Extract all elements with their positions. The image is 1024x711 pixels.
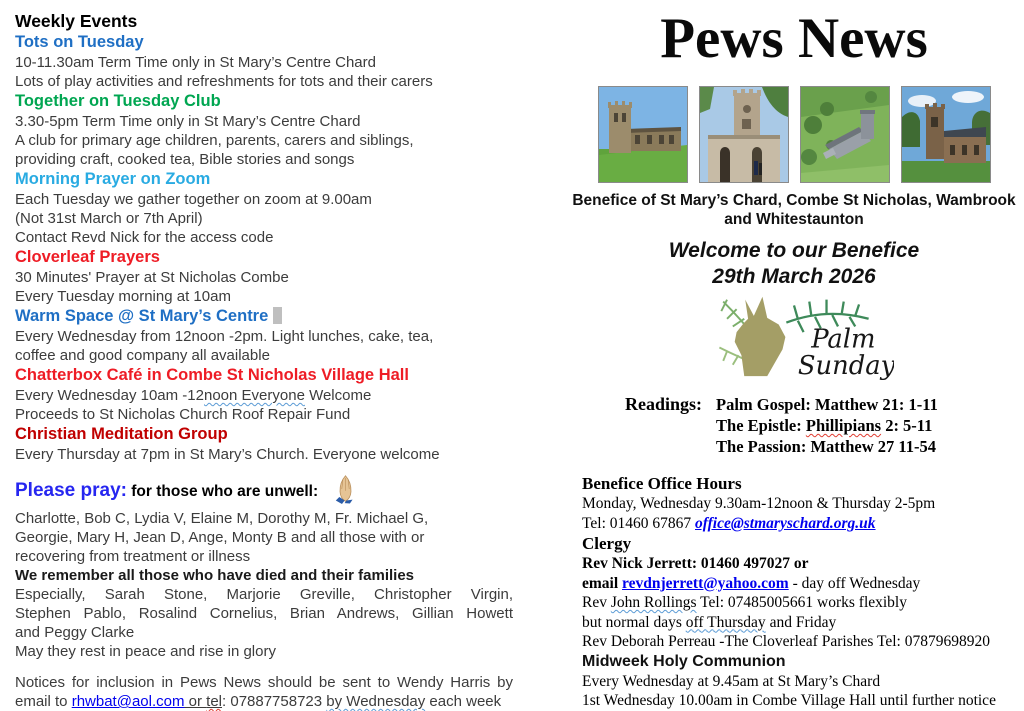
unwell-label: for those who are unwell: (126, 483, 319, 500)
palm-sunday-graphic (568, 292, 1020, 385)
event-line: Every Wednesday 10am -12noon Everyone Welcome (15, 387, 372, 404)
whitestaunton-photo (901, 86, 991, 183)
event-heading: Cloverleaf Prayers (15, 248, 160, 266)
prayer-heading-line (15, 474, 513, 509)
prayer-names-line: Charlotte, Bob C, Lydia V, Elaine M, Dorothy M, Fr. Michael G, (15, 510, 429, 527)
event-heading: Morning Prayer on Zoom (15, 170, 211, 188)
remember-names-line: Especially, Sarah Stone, Marjorie Greville, Christopher Virgin, (15, 586, 513, 603)
office-tel-line: Tel: 01460 67867 office@stmaryschard.org.uk (582, 514, 876, 532)
event-line: 10-11.30am Term Time only in St Mary’s Centre Chard (15, 54, 376, 71)
readings-block (568, 393, 1020, 457)
reading-line: Palm Gospel: Matthew 21: 1-11 (716, 395, 938, 414)
benefice-office-block (568, 473, 1020, 711)
please-pray-label: Please pray: (15, 480, 127, 501)
event-section-tots (15, 32, 513, 91)
prayer-names-line: Georgie, Mary H, Jean D, Ange, Monty B and all those with or (15, 529, 425, 546)
event-line: 30 Minutes' Prayer at St Nicholas Combe (15, 269, 289, 286)
readings-list (702, 393, 938, 457)
office-email-link[interactable]: office@stmaryschard.org.uk (695, 514, 876, 532)
rev-rollings-line: Rev John Rollings Tel: 07485005661 works flexibly (582, 594, 907, 611)
reading-line: The Epistle: Phillipians 2: 5-11 (716, 416, 933, 435)
event-line: Every Thursday at 7pm in St Mary’s Church. Everyone welcome (15, 446, 440, 463)
midweek-communion-heading: Midweek Holy Communion (582, 652, 786, 670)
church-photo-strip (568, 86, 1020, 183)
event-section-morning-prayer (15, 169, 513, 247)
event-heading: Tots on Tuesday (15, 33, 144, 51)
reading-line: The Passion: Matthew 27 11-54 (716, 437, 937, 456)
event-heading: Together on Tuesday Club (15, 92, 221, 110)
prayer-section (15, 474, 513, 661)
event-line: coffee and good company all available (15, 347, 270, 364)
remember-names-line: and Peggy Clarke (15, 624, 135, 641)
wambrook-aerial-photo (800, 86, 890, 183)
masthead-title: Pews News (660, 7, 928, 70)
benefice-caption (568, 191, 1020, 229)
notices-section (15, 673, 513, 711)
spellcheck-squiggle: tel (206, 693, 223, 710)
event-section-chatterbox (15, 365, 513, 424)
event-heading: Chatterbox Café in Combe St Nicholas Village Hall (15, 366, 409, 384)
event-section-together (15, 91, 513, 169)
cursor-block (273, 307, 282, 324)
combe-st-nicholas-photo (699, 86, 789, 183)
readings-label: Readings: (625, 394, 703, 414)
welcome-line: Welcome to our Benefice (668, 239, 920, 262)
event-line: (Not 31st March or 7th April) (15, 210, 203, 227)
prayer-names-line: recovering from treatment or illness (15, 548, 251, 565)
event-line: Contact Revd Nick for the access code (15, 229, 274, 246)
rollings-days-line: but normal days off Thursday and Friday (582, 613, 837, 631)
welcome-block (568, 238, 1020, 290)
palm-word: Palm (811, 324, 876, 355)
event-line: Lots of play activities and refreshments for tots and their carers (15, 73, 433, 90)
welcome-date: 29th March 2026 (712, 265, 876, 288)
event-section-meditation (15, 424, 513, 464)
pews-news-column (568, 0, 1020, 711)
midweek-line: Every Wednesday at 9.45am at St Mary’s Chard (582, 672, 881, 690)
event-heading: Warm Space @ St Mary’s Centre (15, 306, 513, 327)
rev-nick-line: Rev Nick Jerrett: 01460 497027 or (582, 555, 809, 572)
weekly-events-title: Weekly Events (15, 11, 138, 31)
grammar-squiggle: John Rollings (610, 594, 697, 611)
praying-hands-icon (332, 474, 359, 509)
prayer-closing-line: May they rest in peace and rise in glory (15, 643, 276, 660)
event-heading: Christian Meditation Group (15, 425, 228, 443)
event-line: Every Wednesday from 12noon -2pm. Light lunches, cake, tea, (15, 328, 434, 345)
remember-names-line: Stephen Pablo, Rosalind Cornelius, Brian Andrews, Gillian Howett (15, 605, 513, 622)
spellcheck-squiggle: Phillipians (805, 416, 882, 435)
rev-nick-email-line: email revdnjerrett@yahoo.com - day off Wednesday (582, 574, 921, 592)
grammar-squiggle: noon Everyone (204, 387, 305, 404)
sunday-word: Sunday (797, 351, 894, 380)
event-line: providing craft, cooked tea, Bible stories and songs (15, 151, 355, 168)
clergy-heading: Clergy (582, 534, 632, 553)
event-line: Proceeds to St Nicholas Church Roof Repair Fund (15, 406, 351, 423)
midweek-line: 1st Wednesday 10.00am in Combe Village Hall until further notice (582, 692, 996, 709)
grammar-squiggle: by Wednesday (326, 693, 426, 710)
caption-line1: Benefice of St Mary’s Chard, Combe St Nicholas, Wambrook (572, 192, 1016, 209)
event-line: Each Tuesday we gather together on zoom at 9.00am (15, 191, 372, 208)
weekly-events-column (15, 10, 513, 711)
office-hours-line: Monday, Wednesday 9.30am-12noon & Thursday 2-5pm (582, 495, 936, 512)
notices-line2: email to rhwbat@aol.com or tel: 07887758723 by Wednesday each week (15, 693, 502, 710)
event-line: A club for primary age children, parents, carers and siblings, (15, 132, 414, 149)
event-section-cloverleaf (15, 247, 513, 306)
st-marys-chard-photo (598, 86, 688, 183)
office-hours-heading: Benefice Office Hours (582, 474, 742, 493)
remember-heading: We remember all those who have died and their families (15, 567, 415, 584)
event-section-warm-space (15, 306, 513, 365)
grammar-squiggle: off Thursday (685, 613, 766, 631)
rev-deborah-line: Rev Deborah Perreau -The Cloverleaf Parishes Tel: 07879698920 (582, 633, 990, 650)
event-line: Every Tuesday morning at 10am (15, 288, 231, 305)
nick-email-link[interactable]: revdnjerrett@yahoo.com (622, 574, 789, 592)
notices-line1: Notices for inclusion in Pews News should be sent to Wendy Harris by (15, 674, 513, 691)
event-line: 3.30-5pm Term Time only in St Mary’s Centre Chard (15, 113, 361, 130)
notices-email-link[interactable]: rhwbat@aol.com (71, 693, 185, 710)
caption-line2: and Whitestaunton (724, 211, 864, 228)
